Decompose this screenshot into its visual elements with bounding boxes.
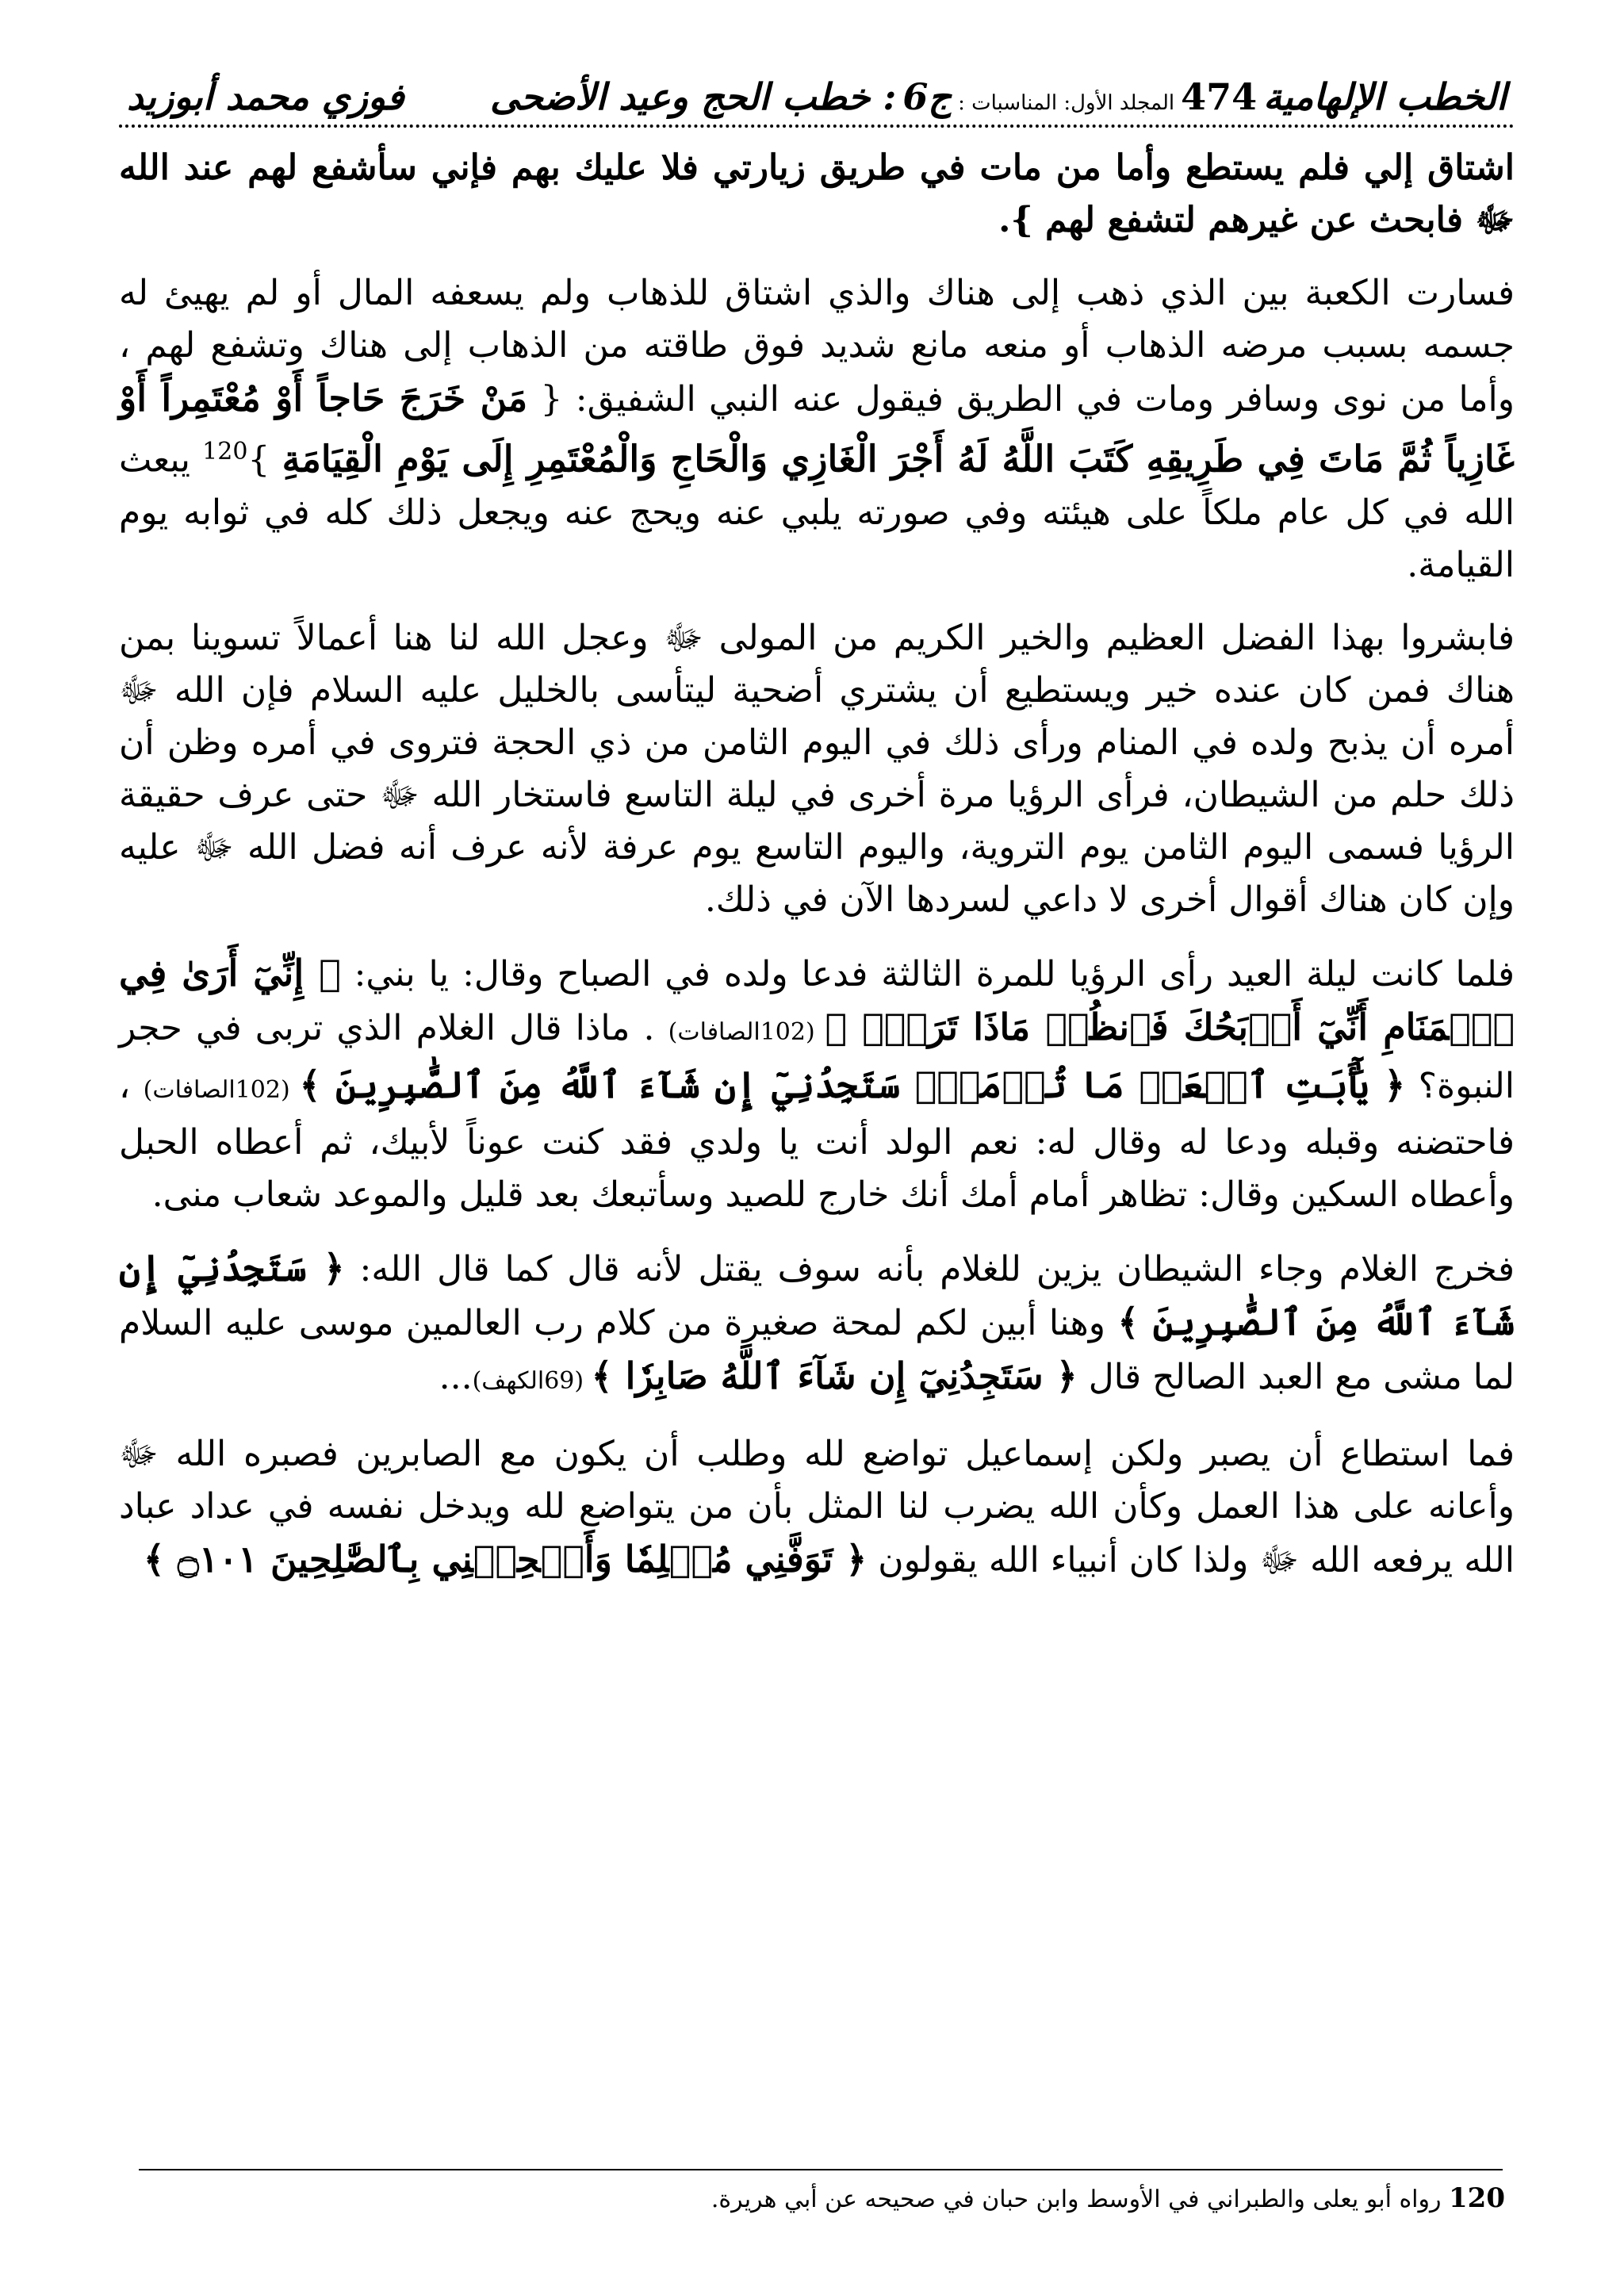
footnote-number: 120 bbox=[1449, 2182, 1505, 2214]
volume-label: المجلد الأول: المناسبات : bbox=[958, 91, 1175, 115]
body-text bbox=[119, 128, 1515, 1587]
book-title: الخطب الإلهامية bbox=[1263, 75, 1507, 118]
part-number: ج6 bbox=[902, 75, 952, 118]
quran-verse: ﴿ تَوَفَّنِي مُسۡلِمٗا وَأَلۡحِقۡنِي بِٱلصَّٰلِحِينَ ۝١٠١ ﴾ bbox=[143, 1537, 868, 1580]
page bbox=[119, 75, 1515, 1607]
quran-verse: ﴿ سَتَجِدُنِيٓ إِن شَآءَ ٱللَّهُ مِنَ ٱلصَّٰبِرِينَ ﴾ bbox=[119, 1246, 1515, 1343]
quran-verse: ﴿ يَٰٓأَبَتِ ٱفۡعَلۡ مَا تُؤۡمَرُۖ سَتَجِدُنِيٓ إِن شَآءَ ٱللَّهُ مِنَ ٱلصَّٰبِرِينَ ﴾ bbox=[299, 1063, 1406, 1106]
running-header bbox=[119, 75, 1515, 128]
verse-ref: (69الكهف) bbox=[472, 1366, 592, 1395]
quran-verse: ﴿ سَتَجِدُنِيٓ إِن شَآءَ ٱللَّهُ صَابِرٗا ﴾ bbox=[591, 1354, 1078, 1397]
author-name: فوزي محمد أبوزيد bbox=[127, 75, 404, 118]
hadith-text: مَنْ خَرَجَ حَاجاً أَوْ مُعْتَمِراً أَوْ غَازِياً ثُمَّ مَاتَ فِي طَرِيقِهِ كَتَبَ اللَّهُ لَهُ أَجْرَ الْغَازِي وَالْحَاجِ وَالْمُعْتَمِرِ إِلَى يَوْمِ الْقِيَامَةِ bbox=[119, 377, 1515, 481]
footnote-text: رواه أبو يعلى والطبراني في الأوسط وابن حبان في صحيحه عن أبي هريرة. bbox=[710, 2186, 1450, 2213]
page-number: 474 bbox=[1181, 75, 1258, 118]
verse-ref: (102الصافات) bbox=[668, 1017, 825, 1046]
part-title: : خطب الحج وعيد الأضحى bbox=[490, 75, 897, 118]
paragraph-3: فابشروا بهذا الفضل العظيم والخير الكريم من المولى ﷻ وعجل الله لنا هنا أعمالاً تسوينا بمن هناك فمن كان عنده خير ويستطيع أن يشتري أضحية ليتأسى بالخليل عليه السلام فإن الله ﷻ أمره أن يذبح ولده في المنام ورأى ذلك في اليوم الثامن من ذي الحجة فتروى في أمره وظن أن ذلك حلم من الشيطان، فرأى الرؤيا مرة أخرى في ليلة التاسع فاستخار الله ﷻ حتى عرف حقيقة الرؤيا فسمى اليوم الثامن يوم التروية، واليوم التاسع يوم عرفة لأنه عرف أنه فضل الله ﷻ عليه وإن كان هناك أقوال أخرى لا داعي لسردها الآن في ذلك. bbox=[119, 617, 1515, 920]
paragraph-6: فما استطاع أن يصبر ولكن إسماعيل تواضع لله وطلب أن يكون مع الصابرين فصبره الله ﷻ وأعانه على هذا العمل وكأن الله يضرب لنا المثل بأن من يتواضع لله ويدخل نفسه في عداد عباد الله يرفعه الله ﷻ ولذا كان أنبياء الله يقولون ﴿ تَوَفَّنِي مُسۡلِمٗا وَأَلۡحِقۡنِي بِٱلصَّٰلِحِينَ ۝١٠١ ﴾ bbox=[119, 1433, 1515, 1580]
header-left bbox=[127, 75, 404, 118]
header-right bbox=[490, 75, 1507, 118]
quran-verse: ﴿ إِنِّيٓ أَرَىٰ فِي ٱلۡمَنَامِ أَنِّيٓ أَذۡبَحُكَ فَٱنظُرۡ مَاذَا تَرَىٰۚ ﴾ bbox=[119, 951, 1515, 1048]
paragraph-4: فلما كانت ليلة العيد رأى الرؤيا للمرة الثالثة فدعا ولده في الصباح وقال: يا بني: ﴿ إِنِّيٓ أَرَىٰ فِي ٱلۡمَنَامِ أَنِّيٓ أَذۡبَحُكَ فَٱنظُرۡ مَاذَا تَرَىٰۚ ﴾ (102الصافات) . ماذا قال الغلام الذي تربى في حجر النبوة؟ ﴿ يَٰٓأَبَتِ ٱفۡعَلۡ مَا تُؤۡمَرُۖ سَتَجِدُنِيٓ إِن شَآءَ ٱللَّهُ مِنَ ٱلصَّٰبِرِينَ ﴾ (102الصافات) ، فاحتضنه وقبله ودعا له وقال له: نعم الولد أنت يا ولدي فقد كنت عوناً لأبيك، ثم أعطاه الحبل وأعطاه السكين وقال: تظاهر أمام أمك أنك خارج للصيد وسأتبعك بعد قليل والموعد شعاب منى. bbox=[119, 951, 1515, 1215]
paragraph-1: اشتاق إلي فلم يستطع وأما من مات في طريق زيارتي فلا عليك بهم فإني سأشفع لهم عند الله ﷻ فابحث عن غيرهم لتشفع لهم }. bbox=[119, 147, 1515, 240]
footnote bbox=[711, 2182, 1505, 2214]
paragraph-5: فخرج الغلام وجاء الشيطان يزين للغلام بأنه سوف يقتل لأنه قال كما قال الله: ﴿ سَتَجِدُنِيٓ إِن شَآءَ ٱللَّهُ مِنَ ٱلصَّٰبِرِينَ ﴾ وهنا أبين لكم لمحة صغيرة من كلام رب العالمين موسى عليه السلام لما مشى مع العبد الصالح قال ﴿ سَتَجِدُنِيٓ إِن شَآءَ ٱللَّهُ صَابِرٗا ﴾ (69الكهف)... bbox=[119, 1246, 1515, 1397]
footnote-ref[interactable]: 120 bbox=[202, 438, 248, 465]
footnote-divider bbox=[139, 2169, 1503, 2170]
paragraph-2: فسارت الكعبة بين الذي ذهب إلى هناك والذي اشتاق للذهاب ولم يسعفه المال أو لم يهيئ له جسمه بسبب مرضه الذهاب أو منعه مانع شديد فوق طاقته من الذهاب إلى هناك وتشفع لهم ، وأما من نوى وسافر ومات في الطريق فيقول عنه النبي الشفيق: { مَنْ خَرَجَ حَاجاً أَوْ مُعْتَمِراً أَوْ غَازِياً ثُمَّ مَاتَ فِي طَرِيقِهِ كَتَبَ اللَّهُ لَهُ أَجْرَ الْغَازِي وَالْحَاجِ وَالْمُعْتَمِرِ إِلَى يَوْمِ الْقِيَامَةِ }$^{120}$ يبعث الله في كل عام ملكاً على هيئته وفي صورته يلبي عنه ويحج عنه ويجعل ذلك كله في ثوابه يوم القيامة. bbox=[119, 273, 1515, 585]
verse-ref: (102الصافات) bbox=[143, 1075, 300, 1104]
